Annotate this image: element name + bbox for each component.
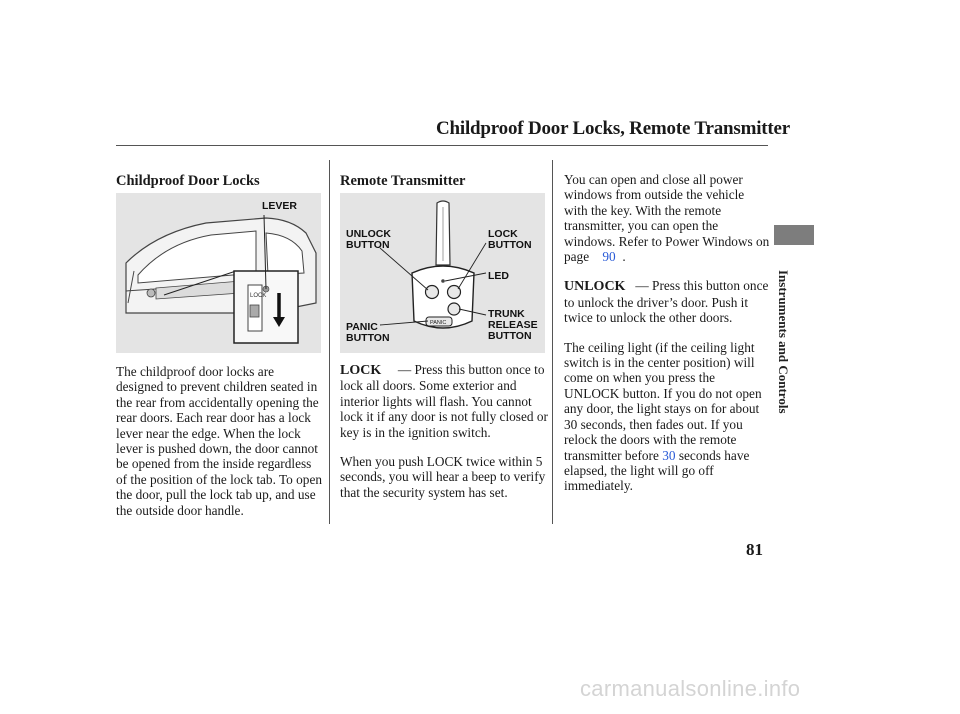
page-title: Childproof Door Locks, Remote Transmitter [436,118,791,139]
svg-text:PANIC: PANIC [430,320,447,326]
panic-button-label: PANIC BUTTON [346,321,390,344]
lock-twice-paragraph: When you push LOCK twice within 5 seconds, you will hear a beep to verify that the security system has set. [340,454,546,500]
unlock-text: Press this button once to unlock the driver’s door. Push it twice to unlock the other doors. [564,278,769,326]
column-divider [552,160,553,524]
door-figure [116,193,321,353]
page-90-link[interactable]: 90 [602,249,616,265]
unlock-button-icon [426,286,439,299]
remote-body [340,362,548,514]
lever-label: LEVER [262,200,298,212]
unlock-term: UNLOCK [564,279,626,295]
unlock-button-label: UNLOCK BUTTON [346,228,391,251]
ceiling-light-paragraph: The ceiling light (if the ceiling light switch is in the center position) will come on when you press the UNLOCK button. If you do not open any door, the light stays on for about 30 seconds, then fades out. If you relock the doors with the remote transmitter before 30 seconds have elapsed, the light will go off immediately. [564,339,762,494]
door-lever-illustration [116,193,321,353]
column3-body [564,172,770,508]
trunk-release-button-label: TRUNK RELEASE BUTTON [488,308,538,342]
trunk-button-icon [448,303,460,315]
remote-heading: Remote Transmitter [340,173,466,189]
childproof-body [116,364,324,532]
lock-button-label: LOCK BUTTON [488,228,532,251]
led-icon [441,279,445,283]
lock-text: Press this button once to lock all doors. Some exterior and interior lights will flash. You cannot lock it if any door is not fully closed or key is in the ignition switch. [340,362,548,440]
header-rule [116,145,768,146]
lock-paragraph: LOCK — Press this button once to lock all doors. Some exterior and interior lights will flash. You cannot lock it if any door is not fully closed or key is in the ignition switch. [340,362,548,440]
watermark: carmanualsonline.info [580,676,801,701]
page-number: 81 [746,540,763,559]
column-divider [329,160,330,524]
seconds-30-value: 30 [662,447,676,463]
lock-term: LOCK [340,363,382,378]
childproof-paragraph: The childproof door locks are designed to prevent children seated in the rear from accidentally opening the rear doors. Each rear door has a lock lever near the edge. When the lock lever is pushed down, the door cannot be opened from the inside regardless of the position of the lock tab. To open the door, pull the lock tab up, and use the outside door handle. [116,364,322,518]
section-tab [774,225,814,245]
power-windows-paragraph: You can open and close all power windows from outside the vehicle with the key. With the remote transmitter, you can open the windows. Refer to Power Windows on page 90 . [564,172,770,265]
led-label: LED [488,270,509,282]
svg-text:LOCK: LOCK [250,293,267,299]
childproof-heading: Childproof Door Locks [116,173,260,189]
section-tab-label: Instruments and Controls [776,270,791,414]
unlock-paragraph: UNLOCK — Press this button once to unlock the driver’s door. Push it twice to unlock the other doors. [564,278,769,326]
